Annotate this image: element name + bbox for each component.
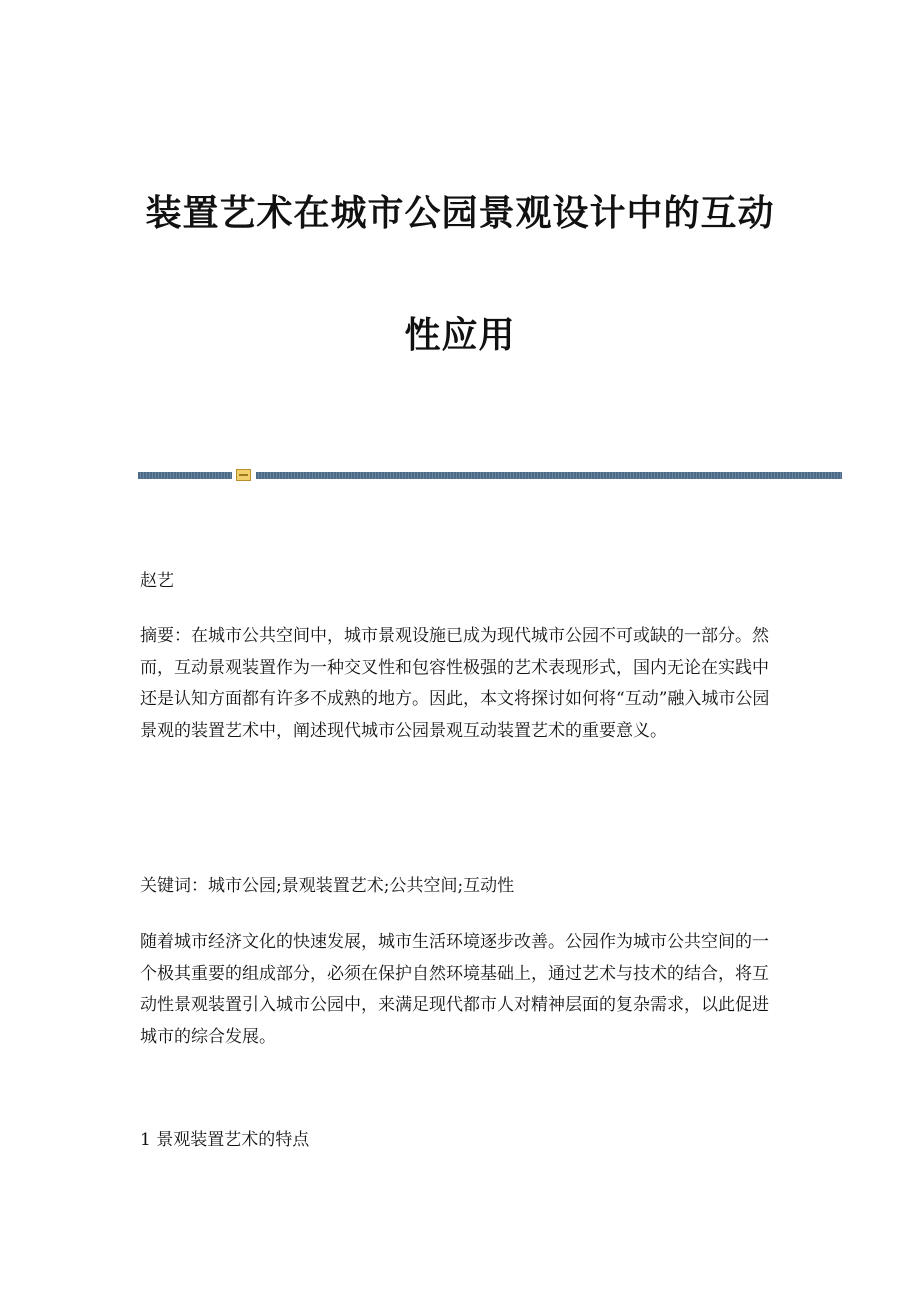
envelope-icon [236, 469, 251, 481]
abstract-paragraph: 摘要：在城市公共空间中，城市景观设施已成为现代城市公园不可或缺的一部分。然而，互动景观装置作为一种交叉性和包容性极强的艺术表现形式，国内无论在实践中还是认知方面都有许多不成熟的地方。因此，本文将探讨如何将“互动”融入城市公园景观的装置艺术中，阐述现代城市公园景观互动装置艺术的重要意义。 [140, 626, 770, 741]
title-line-2: 性应用 [404, 315, 516, 356]
keywords-line: 关键词：城市公园;景观装置艺术;公共空间;互动性 [140, 876, 515, 896]
intro-paragraph: 随着城市经济文化的快速发展，城市生活环境逐步改善。公园作为城市公共空间的一个极其重要的组成部分，必须在保护自然环境基础上，通过艺术与技术的结合，将互动性景观装置引入城市公园中，来满足现代都市人对精神层面的复杂需求，以此促进城市的综合发展。 [140, 932, 769, 1047]
divider-bar-right [256, 472, 842, 479]
title-line-1: 装置艺术在城市公园景观设计中的互动 [145, 193, 775, 234]
title-divider [138, 469, 842, 481]
author-name: 赵艺 [140, 571, 174, 591]
section-heading: 1 景观装置艺术的特点 [140, 1130, 310, 1150]
divider-bar-left [138, 472, 232, 479]
